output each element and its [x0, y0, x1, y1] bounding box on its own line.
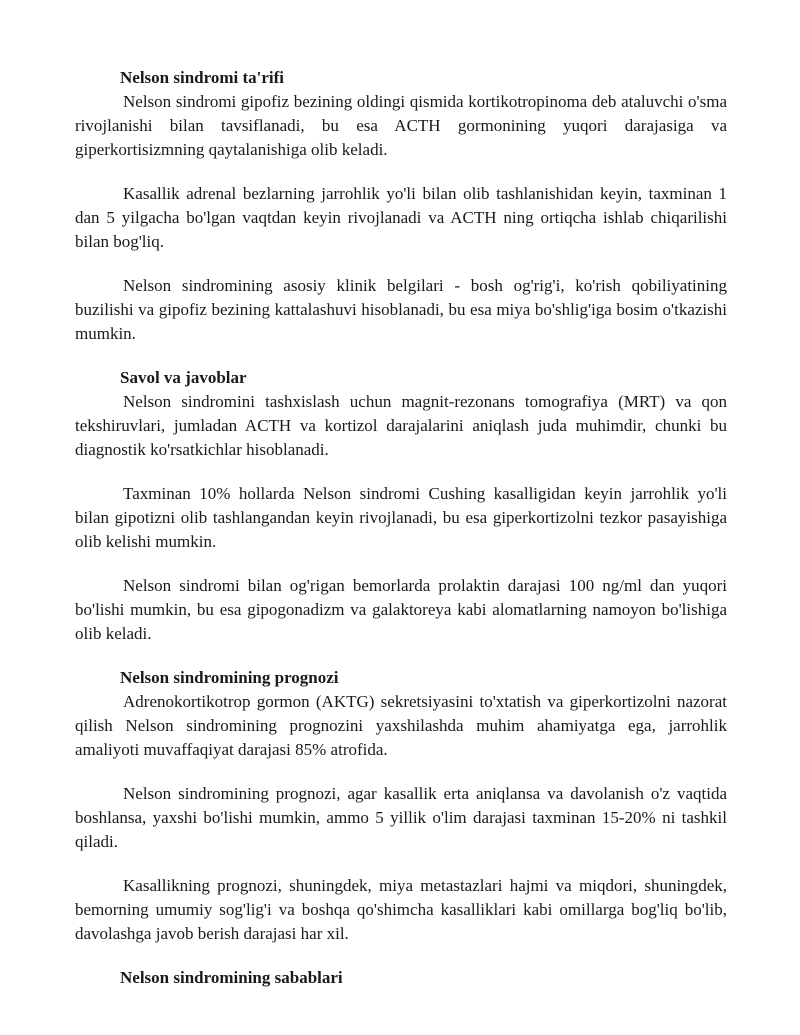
section-heading-causes: Nelson sindromining sabablari — [120, 968, 343, 987]
paragraph: Kasallikning prognozi, shuningdek, miya metastazlari hajmi va miqdori, shuningdek, bemorning umumiy sog'lig'i va boshqa qo'shimcha kasalliklari kabi omillarga bog'liq bo'lib, davolashga javob berish darajasi har xil. — [75, 876, 727, 943]
paragraph: Nelson sindromini tashxislash uchun magnit-rezonans tomografiya (MRT) va qon tekshiruvlari, jumladan ACTH va kortizol darajalarini aniqlash juda muhimdir, chunki bu diagnostik ko'rsatkichlar hisoblanadi. — [75, 392, 727, 459]
document-page — [75, 66, 727, 990]
section-heading-prognosis: Nelson sindromining prognozi — [120, 668, 339, 687]
paragraph: Nelson sindromi gipofiz bezining oldingi qismida kortikotropinoma deb ataluvchi o'sma rivojlanishi bilan tavsiflanadi, bu esa ACTH gormonining yuqori darajasiga va giperkortisizmning qaytalanishiga olib keladi. — [75, 92, 727, 159]
paragraph: Nelson sindromining asosiy klinik belgilari - bosh og'rig'i, ko'rish qobiliyatining buzilishi va gipofiz bezining kattalashuvi hisoblanadi, bu esa miya bo'shlig'iga bosim o'tkazishi mumkin. — [75, 276, 727, 343]
paragraph: Taxminan 10% hollarda Nelson sindromi Cushing kasalligidan keyin jarrohlik yo'li bilan gipotizni olib tashlangandan keyin rivojlanadi, bu esa giperkortizolni tezkor pasayishiga olib kelishi mumkin. — [75, 484, 727, 551]
paragraph: Kasallik adrenal bezlarning jarrohlik yo'li bilan olib tashlanishidan keyin, taxminan 1 dan 5 yilgacha bo'lgan vaqtdan keyin rivojlanadi va ACTH ning ortiqcha ishlab chiqarilishi bilan bog'liq. — [75, 184, 727, 251]
paragraph: Nelson sindromining prognozi, agar kasallik erta aniqlansa va davolanish o'z vaqtida boshlansa, yaxshi bo'lishi mumkin, ammo 5 yillik o'lim darajasi taxminan 15-20% ni tashkil qiladi. — [75, 784, 727, 851]
section-heading-qa: Savol va javoblar — [120, 368, 247, 387]
section-heading-definition: Nelson sindromi ta'rifi — [120, 68, 285, 87]
paragraph: Nelson sindromi bilan og'rigan bemorlarda prolaktin darajasi 100 ng/ml dan yuqori bo'lishi mumkin, bu esa gipogonadizm va galaktoreya kabi alomatlarning namoyon bo'lishiga olib keladi. — [75, 576, 727, 643]
paragraph: Adrenokortikotrop gormon (AKTG) sekretsiyasini to'xtatish va giperkortizolni nazorat qilish Nelson sindromining prognozini yaxshilashda muhim ahamiyatga ega, jarrohlik amaliyoti muvaffaqiyat darajasi 85% atrofida. — [75, 692, 727, 759]
